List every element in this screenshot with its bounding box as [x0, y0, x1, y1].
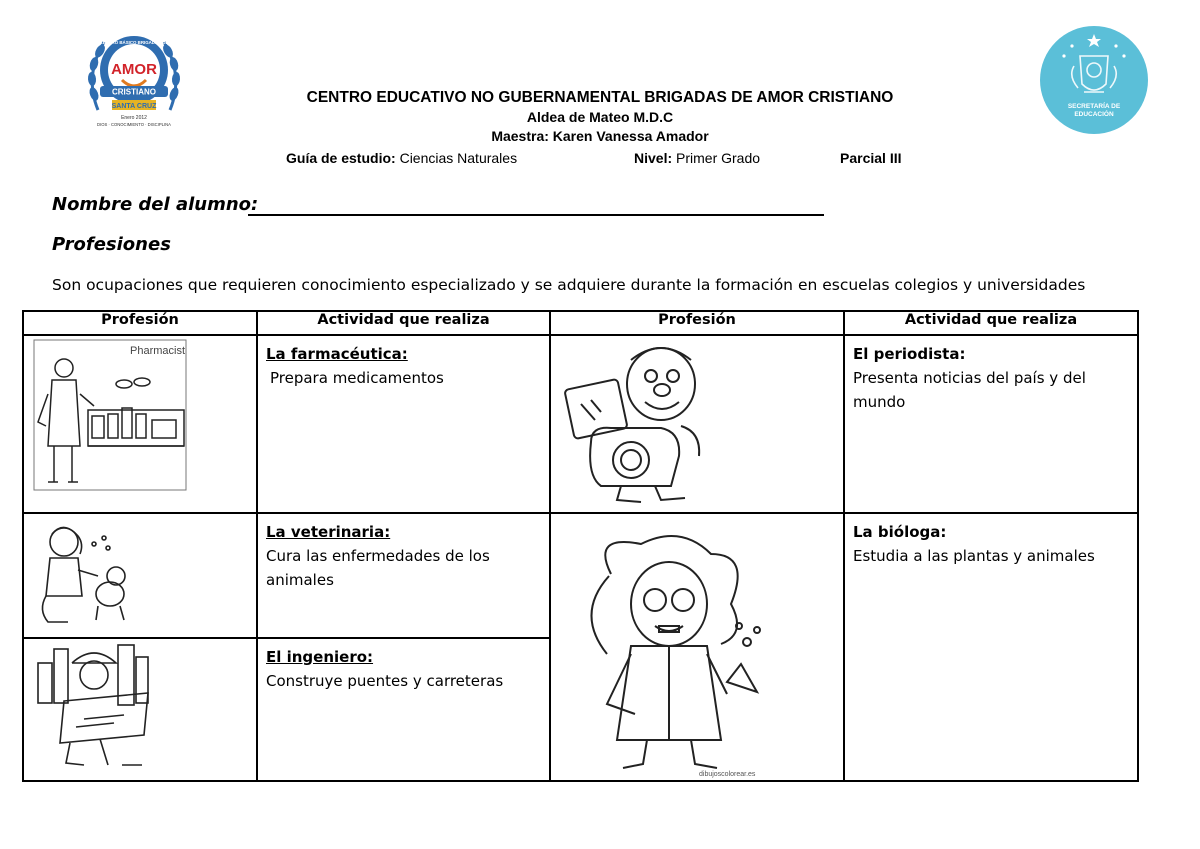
guide-label: Guía de estudio:	[286, 150, 396, 166]
section-title: Profesiones	[52, 234, 171, 255]
profession-title-biologist: La bióloga:	[853, 523, 947, 541]
logo-year-text: Enero 2012	[121, 115, 147, 121]
logo-sub-text: SANTA CRUZ	[111, 103, 157, 110]
table-row	[23, 335, 1138, 513]
definition-text: Son ocupaciones que requieren conocimiento especializado y se adquiere durante la formación en escuelas colegios y universidades	[52, 276, 1086, 294]
profession-activity-pharmacist: Prepara medicamentos	[270, 369, 444, 387]
header-activity-2: Actividad que realiza	[844, 311, 1138, 335]
student-name-field[interactable]	[52, 194, 258, 215]
logo-band-text: CRISTIANO	[112, 87, 156, 97]
logo-motto: DIOS · CONOCIMIENTO · DISCIPLINA	[97, 122, 171, 127]
table-row	[23, 513, 1138, 638]
activity-cell	[257, 638, 550, 781]
table-header-row	[23, 311, 1138, 335]
activity-cell	[257, 513, 550, 638]
profession-activity-engineer: Construye puentes y carreteras	[266, 671, 504, 690]
biologist-image-cell	[550, 513, 844, 781]
header-profession-1: Profesión	[23, 311, 257, 335]
journalist-image-cell	[550, 335, 844, 513]
school-logo	[82, 24, 186, 132]
institution-name: CENTRO EDUCATIVO NO GUBERNAMENTAL BRIGADAS DE AMOR CRISTIANO	[306, 89, 894, 106]
profession-activity-veterinarian: Cura las enfermedades de los animales	[266, 547, 490, 589]
location: Aldea de Mateo M.D.C	[526, 109, 674, 125]
profession-title-journalist: El periodista:	[853, 345, 966, 363]
guide-info	[286, 149, 517, 168]
logo-top-text: CENTRO BÁSICO BRIGADAS DE	[99, 40, 169, 45]
engineer-image-cell	[23, 638, 257, 781]
journalist-illustration	[551, 336, 845, 512]
engineer-illustration	[24, 639, 258, 779]
partial-label: Parcial III	[840, 150, 902, 166]
pharmacist-illustration	[24, 336, 258, 512]
seal-line-2: EDUCACIÓN	[1074, 111, 1114, 118]
profession-title-veterinarian: La veterinaria:	[266, 523, 391, 541]
seal-line-1: SECRETARÍA DE	[1067, 103, 1121, 110]
veterinarian-illustration	[24, 514, 258, 636]
education-seal	[1038, 26, 1150, 134]
document-header	[180, 88, 1020, 146]
pharmacist-label: Pharmacist	[130, 345, 186, 357]
veterinarian-image-cell	[23, 513, 257, 638]
teacher-name: Maestra: Karen Vanessa Amador	[491, 128, 709, 144]
logo-main-text: AMOR	[111, 61, 157, 78]
professions-table	[22, 310, 1139, 782]
profession-activity-biologist: Estudia a las plantas y animales	[853, 547, 1095, 565]
level-label: Nivel:	[634, 150, 673, 166]
activity-cell	[844, 335, 1138, 513]
level-info	[634, 149, 760, 168]
student-name-label: Nombre del alumno:	[52, 194, 259, 215]
activity-cell	[257, 335, 550, 513]
profession-title-engineer: El ingeniero:	[266, 647, 374, 666]
pharmacist-image-cell	[23, 335, 257, 513]
level-value: Primer Grado	[676, 150, 761, 166]
header-profession-2: Profesión	[550, 311, 844, 335]
profession-activity-journalist: Presenta noticias del país y del mundo	[853, 369, 1086, 411]
profession-title-pharmacist: La farmacéutica:	[266, 345, 408, 363]
student-name-line[interactable]	[248, 214, 824, 216]
partial-info	[840, 149, 901, 168]
image-credit: dibujoscolorear.es	[699, 771, 756, 778]
guide-value: Ciencias Naturales	[399, 150, 518, 166]
activity-cell	[844, 513, 1138, 781]
header-activity-1: Actividad que realiza	[257, 311, 550, 335]
biologist-illustration	[551, 514, 845, 780]
